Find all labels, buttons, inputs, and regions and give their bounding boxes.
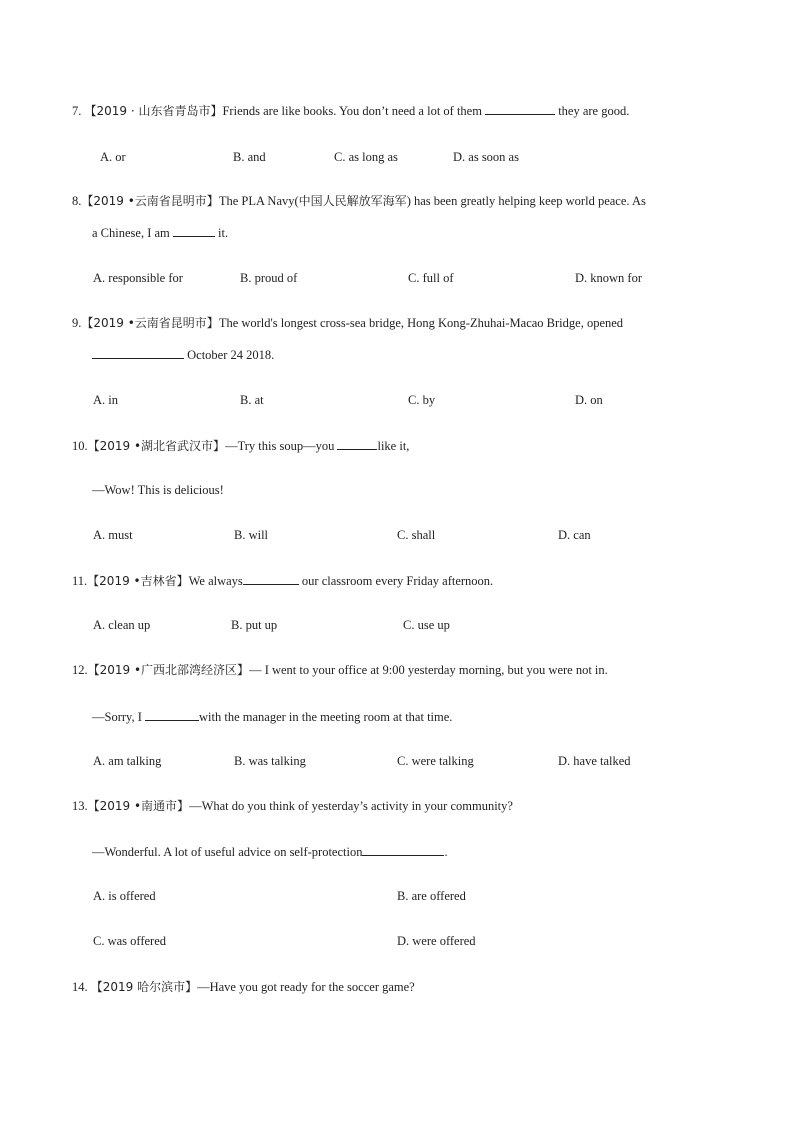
question-source: 【2019 •广西北部湾经济区】 — [87, 663, 250, 677]
question-13-stem: 13.【2019 •南通市】—What do you think of yesterday’s activity in your community? — [72, 799, 513, 813]
answer-blank — [145, 707, 199, 721]
option-b: B. proud of — [240, 271, 298, 285]
option-a: A. or — [100, 150, 126, 164]
option-c: C. were talking — [397, 754, 474, 768]
option-b: B. and — [233, 150, 266, 164]
question-number: 13. — [72, 799, 88, 813]
answer-blank — [362, 842, 444, 856]
option-b: B. at — [240, 393, 264, 407]
option-d: D. as soon as — [453, 150, 519, 164]
question-13-reply: —Wonderful. A lot of useful advice on self-protection . — [92, 842, 448, 861]
question-9-stem: 9.【2019 •云南省昆明市】The world's longest cross-sea bridge, Hong Kong-Zhuhai-Macao Bridge, opened — [72, 316, 624, 330]
option-a: A. is offered — [93, 889, 156, 903]
question-8-stem: 8.【2019 •云南省昆明市】The PLA Navy(中国人民解放军海军) has been greatly helping keep world peace. As — [72, 194, 646, 208]
question-11-stem: 11.【2019 •吉林省】We always our classroom every Friday afternoon. — [72, 571, 493, 590]
question-number: 9. — [72, 316, 82, 330]
option-b: B. will — [234, 528, 269, 542]
question-number: 8. — [72, 194, 82, 208]
answer-blank — [337, 436, 377, 450]
answer-blank — [92, 345, 184, 359]
question-10-reply: —Wow! This is delicious! — [92, 483, 224, 497]
option-c: C. shall — [397, 528, 436, 542]
option-d: D. have talked — [558, 754, 631, 768]
question-source: 【2019 •南通市】 — [87, 799, 190, 813]
option-c: C. use up — [403, 618, 450, 632]
question-source: 【2019 •云南省昆明市】 — [81, 316, 219, 330]
answer-blank — [485, 101, 555, 115]
option-d: D. can — [558, 528, 591, 542]
question-7-stem: 7. 【2019 · 山东省青岛市】Friends are like books. You don’t need a lot of them they are good. — [72, 101, 629, 120]
option-d: D. were offered — [397, 934, 476, 948]
question-number: 11. — [72, 574, 88, 588]
option-c: C. as long as — [334, 150, 398, 164]
question-number: 7. — [72, 104, 85, 118]
question-14-stem: 14. 【2019 哈尔滨市】—Have you got ready for the soccer game? — [72, 980, 415, 994]
option-a: A. in — [93, 393, 118, 407]
question-source: 【2019 •湖北省武汉市】 — [87, 439, 226, 453]
question-source: 【2019 •云南省昆明市】 — [81, 194, 219, 208]
question-source: 【2019 · 山东省青岛市】 — [84, 104, 223, 118]
question-10-stem: 10.【2019 •湖北省武汉市】—Try this soup—you like it, — [72, 436, 409, 455]
option-a: A. am talking — [93, 754, 162, 768]
question-number: 14. — [72, 980, 91, 994]
option-d: D. on — [575, 393, 603, 407]
option-a: A. responsible for — [93, 271, 183, 285]
option-c: C. full of — [408, 271, 454, 285]
option-c: C. by — [408, 393, 436, 407]
option-a: A. clean up — [93, 618, 151, 632]
question-source: 【2019 •吉林省】 — [87, 574, 189, 588]
option-b: B. put up — [231, 618, 278, 632]
option-b: B. are offered — [397, 889, 466, 903]
question-source: 【2019 哈尔滨市】 — [90, 980, 198, 994]
option-c: C. was offered — [93, 934, 167, 948]
question-9-continued: October 24 2018. — [92, 345, 274, 364]
option-a: A. must — [93, 528, 133, 542]
option-b: B. was talking — [234, 754, 306, 768]
question-12-reply: —Sorry, I with the manager in the meeting room at that time. — [92, 707, 452, 726]
question-number: 10. — [72, 439, 88, 453]
answer-blank — [173, 223, 215, 237]
question-8-continued: a Chinese, I am it. — [92, 223, 228, 242]
answer-blank — [243, 571, 299, 585]
question-number: 12. — [72, 663, 88, 677]
option-d: D. known for — [575, 271, 643, 285]
question-12-stem: 12.【2019 •广西北部湾经济区】— I went to your office at 9:00 yesterday morning, but you were not in. — [72, 663, 608, 677]
